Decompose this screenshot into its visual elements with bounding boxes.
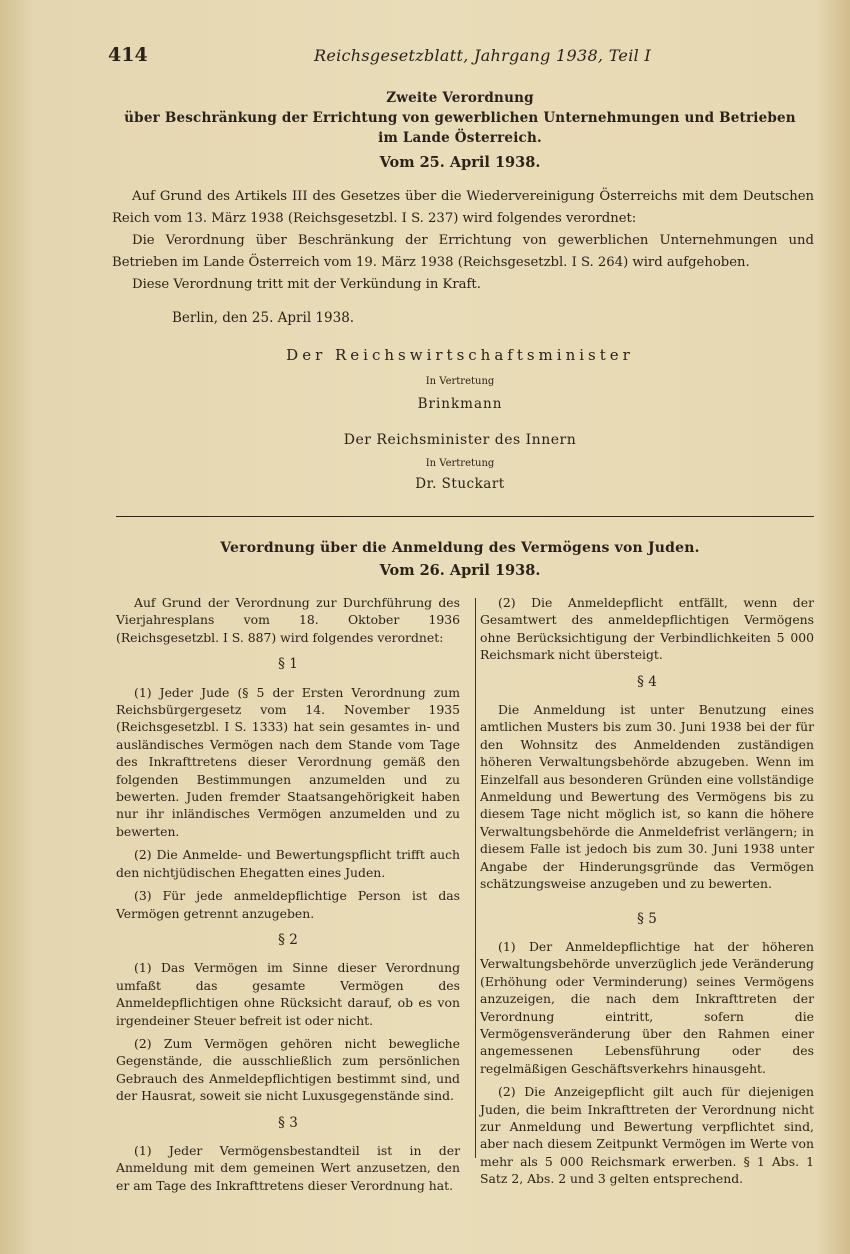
ordinance2-intro: Auf Grund der Verordnung zur Durchführung des Vierjahresplans vom 18. Oktober 1936 (Reichsgesetzbl. I S. 887) wird folgendes verordnet: <box>116 595 460 645</box>
ordinance2-date: Vom 26. April 1938. <box>379 562 541 579</box>
ordinance2-title: Verordnung über die Anmeldung des Vermögens von Juden. <box>220 540 700 556</box>
signatory-1-office: Der Reichswirtschaftsminister <box>286 346 634 364</box>
section-1-heading: § 1 <box>278 656 298 673</box>
ordinance1-date: Vom 25. April 1938. <box>379 154 541 171</box>
section-1-paragraph-2: (2) Die Anmelde- und Bewertungspflicht trifft auch den nichtjüdischen Ehegatten eines Juden. <box>116 847 460 880</box>
signatory-2-name: Dr. Stuckart <box>415 476 505 492</box>
section-1-paragraph-1: (1) Jeder Jude (§ 5 der Ersten Verordnung zum Reichsbürgergesetz vom 14. November 1935 (Reichsgesetzbl. I S. 1333) hat sein gesamtes in- und ausländisches Vermögen nach dem Stande vom Tage des Inkrafttretens dieser Verordnung gemäß den folgenden Bestimmungen anzumelden und zu bewerten. Juden fremder Staatsangehörigkeit haben nur ihr inländisches Vermögen anzumelden und zu bewerten. <box>116 684 460 839</box>
section-5-heading: § 5 <box>637 910 657 927</box>
column-divider <box>475 598 476 1158</box>
section-divider <box>116 516 814 517</box>
section-2-paragraph-1: (1) Das Vermögen im Sinne dieser Verordnung umfaßt das gesamte Vermögen des Anmeldepflichtigen ohne Rücksicht darauf, ob es von irgendeiner Steuer befreit ist oder nicht. <box>116 960 460 1028</box>
signatory-2-capacity: In Vertretung <box>425 458 495 469</box>
running-title: Reichsgesetzblatt, Jahrgang 1938, Teil I <box>314 46 652 65</box>
right-column <box>480 594 814 1194</box>
section-3-paragraph-2: (2) Die Anmeldepflicht entfällt, wenn der Gesamtwert des anmeldepflichtigen Vermögens ohne Berücksichtigung der Verbindlichkeiten 5 000 Reichsmark nicht übersteigt. <box>480 595 814 663</box>
section-2-paragraph-2: (2) Zum Vermögen gehören nicht bewegliche Gegenstände, die ausschließlich zum persönlichen Gebrauch des Anmeldepflichtigen bestimmt sind, und der Hausrat, soweit sie nicht Luxusgegenstände sind. <box>116 1035 460 1104</box>
ordinance1-paragraph-2: Diese Verordnung tritt mit der Verkündung in Kraft. <box>132 277 481 292</box>
signatory-1-name: Brinkmann <box>417 396 503 412</box>
left-column <box>116 594 460 1200</box>
section-2-heading: § 2 <box>278 931 298 948</box>
page-header <box>108 44 828 72</box>
ordinance1-body <box>112 186 814 296</box>
section-1-paragraph-3: (3) Für jede anmeldepflichtige Person ist das Vermögen getrennt anzugeben. <box>116 888 460 921</box>
section-4-heading: § 4 <box>637 673 657 690</box>
section-3-paragraph-1: (1) Jeder Vermögensbestandteil ist in der Anmeldung mit dem gemeinen Wert anzusetzen, den er am Tage des Inkrafttretens dieser Verordnung hat. <box>116 1142 460 1193</box>
page-number: 414 <box>108 44 148 66</box>
ordinance1-title-line-3: im Lande Österreich. <box>378 130 542 146</box>
ordinance1-preamble: Auf Grund des Artikels III des Gesetzes über die Wiedervereinigung Österreichs mit dem Deutschen Reich vom 13. März 1938 (Reichsgesetzbl. I S. 237) wird folgendes verordnet: <box>112 189 814 226</box>
section-4-paragraph-1: Die Anmeldung ist unter Benutzung eines amtlichen Musters bis zum 30. Juni 1938 bei der für den Wohnsitz des Anmeldenden zuständigen höheren Verwaltungsbehörde abzugeben. Wenn im Einzelfall aus besonderen Gründen eine vollständige Anmeldung und Bewertung des Vermögens bis zu diesem Tage nicht möglich ist, so kann die höhere Verwaltungsbehörde die Anmeldefrist verlängern; in diesem Falle ist jedoch bis zum 30. Juni 1938 unter Angabe der Hinderungsgründe das Vermögen schätzungsweise anzugeben und zu bewerten. <box>480 702 814 892</box>
place-and-date: Berlin, den 25. April 1938. <box>172 310 355 326</box>
ordinance1-title-line-2: über Beschränkung der Errichtung von gewerblichen Unternehmungen und Betrieben <box>124 110 796 126</box>
section-3-heading: § 3 <box>278 1114 298 1131</box>
signatory-2-office: Der Reichsminister des Innern <box>343 432 577 448</box>
section-5-paragraph-2: (2) Die Anzeigepflicht gilt auch für diejenigen Juden, die beim Inkrafttreten der Verordnung nicht zur Anmeldung und Bewertung verpflichtet sind, aber nach diesem Zeitpunkt Vermögen im Werte von mehr als 5 000 Reichsmark erwerben. § 1 Abs. 1 Satz 2, Abs. 2 und 3 gelten entsprechend. <box>480 1084 814 1187</box>
ordinance1-title-line-1: Zweite Verordnung <box>386 90 534 106</box>
signatory-1-capacity: In Vertretung <box>425 376 495 387</box>
section-5-paragraph-1: (1) Der Anmeldepflichtige hat der höheren Verwaltungsbehörde unverzüglich jede Veränderung (Erhöhung oder Verminderung) seines Vermögens anzuzeigen, die nach dem Inkrafttreten der Verordnung eintritt, sofern die Vermögensveränderung über den Rahmen einer angemessenen Lebensführung oder des regelmäßigen Geschäftsverkehrs hinausgeht. <box>480 938 814 1076</box>
ordinance1-paragraph-1: Die Verordnung über Beschränkung der Errichtung von gewerblichen Unternehmungen und Betrieben im Lande Österreich vom 19. März 1938 (Reichsgesetzbl. I S. 264) wird aufgehoben. <box>112 233 814 270</box>
